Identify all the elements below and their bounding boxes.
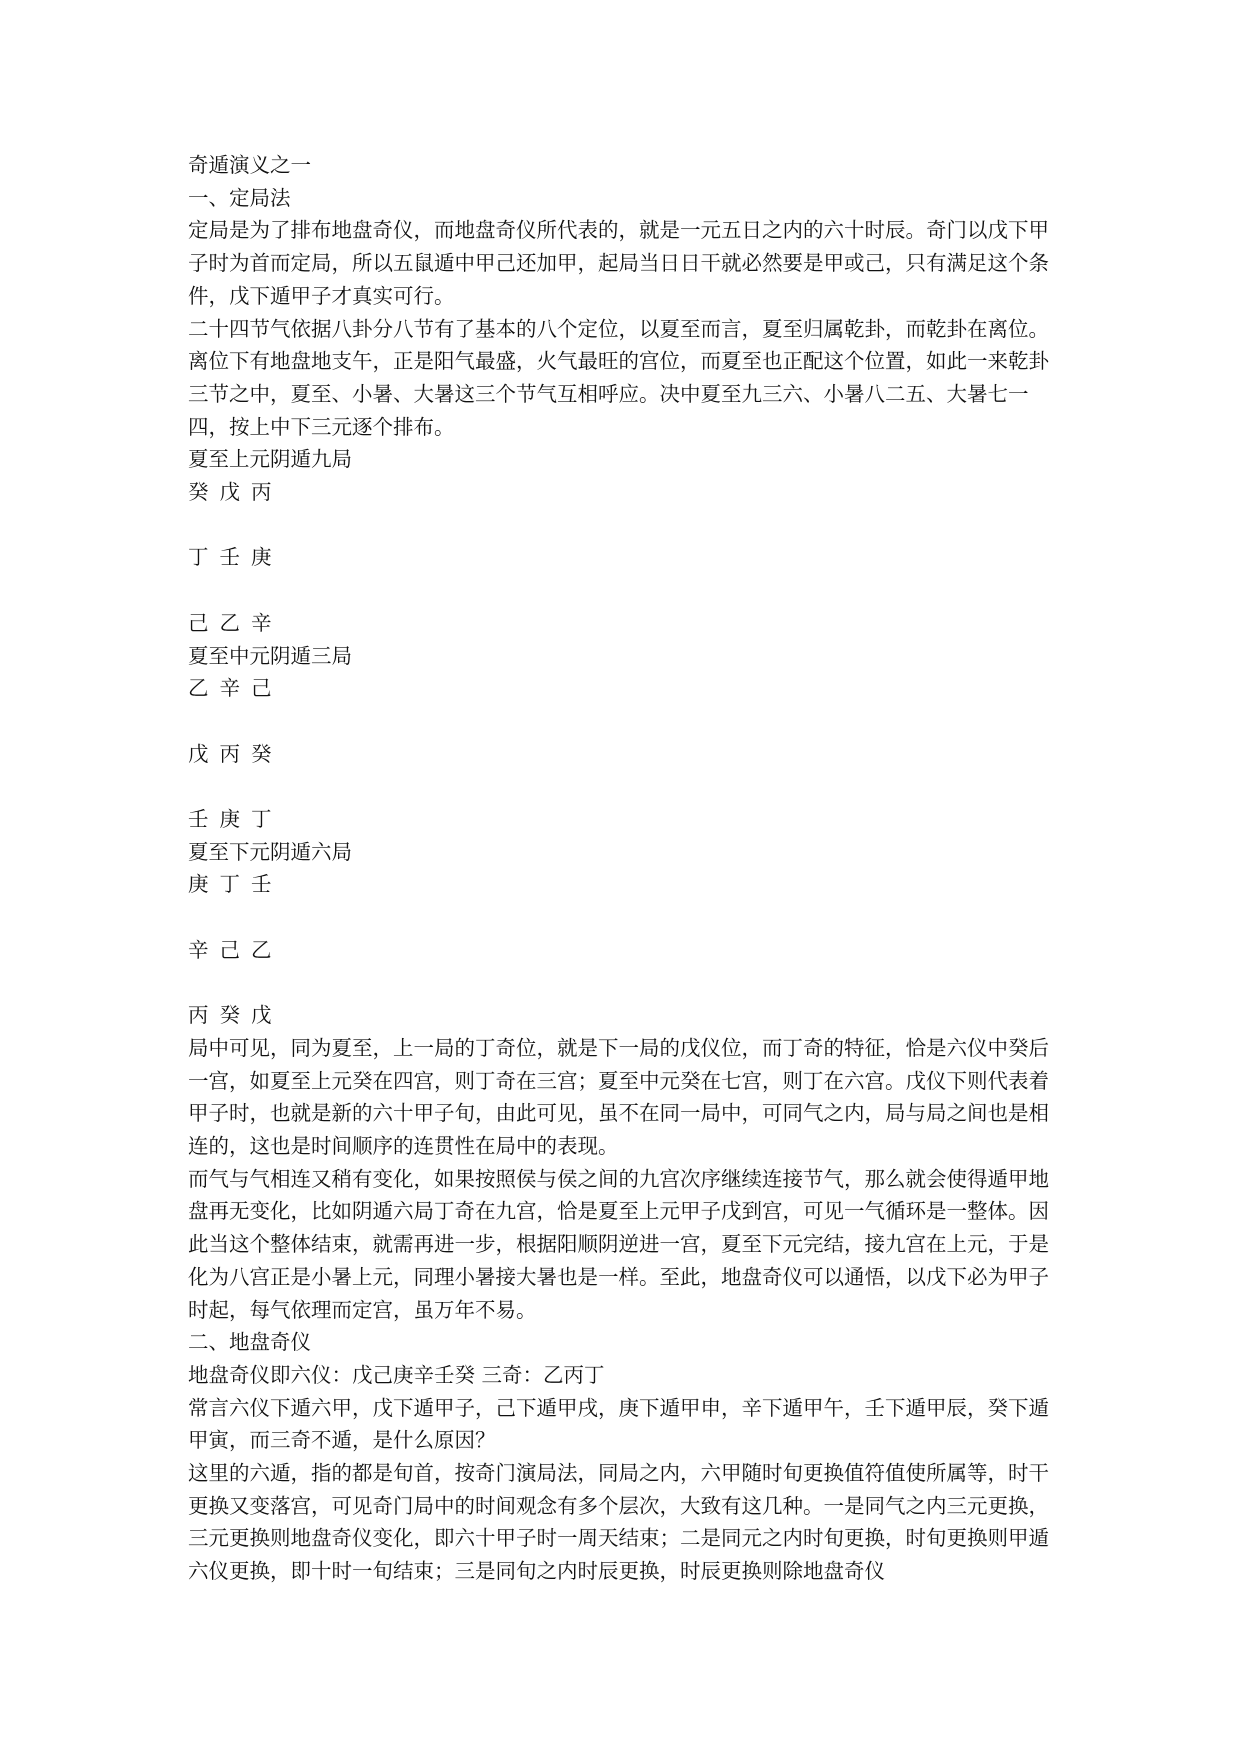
ju-cell: 丙 <box>219 741 240 766</box>
ju-cell: 癸 <box>251 741 272 766</box>
ju-row <box>188 738 1064 771</box>
ju-cell: 乙 <box>251 937 272 962</box>
section-1-paragraph-4: 而气与气相连又稍有变化，如果按照侯与侯之间的九宫次序继续连接节气，那么就会使得遁甲地盘再无变化，比如阴遁六局丁奇在九宫，恰是夏至上元甲子戊到宫，可见一气循环是一整体。因此当这个整体结束，就需再进一步，根据阳顺阴逆进一宫，夏至下元完结，接九宫在上元，于是化为八宫正是小暑上元，同理小暑接大暑也是一样。至此，地盘奇仪可以通悟，以戊下必为甲子时起，每气依理而定宫，虽万年不易。 <box>188 1166 1049 1322</box>
ju-label: 夏至下元阴遁六局 <box>188 839 352 864</box>
section-1-paragraph-3: 局中可见，同为夏至，上一局的丁奇位，就是下一局的戊仪位，而丁奇的特征，恰是六仪中癸后一宫，如夏至上元癸在四宫，则丁奇在三宫；夏至中元癸在七宫，则丁在六宫。戊仪下则代表着甲子时，也就是新的六十甲子旬，由此可见，虽不在同一局中，可同气之内，局与局之间也是相连的，这也是时间顺序的连贯性在局中的表现。 <box>188 1035 1049 1158</box>
ju-row <box>188 476 1064 509</box>
ju-cell: 己 <box>251 676 272 701</box>
ju-block-middle <box>188 640 1064 836</box>
ju-grid <box>188 476 1064 639</box>
ju-cell: 丁 <box>188 545 209 570</box>
section-2-heading: 二、地盘奇仪 <box>188 1330 311 1355</box>
ju-cell: 己 <box>188 610 209 635</box>
ju-row <box>188 999 1064 1032</box>
ju-cell: 己 <box>219 937 240 962</box>
ju-row <box>188 934 1064 967</box>
ju-cell: 辛 <box>219 676 240 701</box>
ju-cell: 庚 <box>219 807 240 831</box>
ju-cell: 壬 <box>219 545 240 570</box>
ju-grid <box>188 868 1064 1031</box>
ju-cell: 癸 <box>219 1003 240 1028</box>
ju-cell: 庚 <box>188 872 209 897</box>
ju-label: 夏至上元阴遁九局 <box>188 447 352 472</box>
document-page <box>188 149 1064 1588</box>
ju-block-upper <box>188 443 1064 639</box>
section-2-line-1: 地盘奇仪即六仪：戊己庚辛壬癸 三奇：乙丙丁 <box>188 1362 605 1387</box>
section-2-paragraph-1: 常言六仪下遁六甲，戊下遁甲子，己下遁甲戌，庚下遁甲申，辛下遁甲午，壬下遁甲辰，癸下遁甲寅，而三奇不遁，是什么原因？ <box>188 1395 1049 1453</box>
ju-cell: 庚 <box>251 545 272 570</box>
ju-block-lower <box>188 836 1064 1032</box>
ju-cell: 丙 <box>251 480 272 505</box>
ju-cell: 辛 <box>188 937 209 962</box>
ju-cell: 乙 <box>188 676 209 701</box>
section-1-heading: 一、定局法 <box>188 185 291 210</box>
ju-cell: 辛 <box>251 610 272 635</box>
section-1-paragraph-2: 二十四节气依据八卦分八节有了基本的八个定位，以夏至而言，夏至归属乾卦，而乾卦在离位。离位下有地盘地支午，正是阳气最盛，火气最旺的宫位，而夏至也正配这个位置，如此一来乾卦三节之中，夏至、小暑、大暑这三个节气互相呼应。决中夏至九三六、小暑八二五、大暑七一四，按上中下三元逐个排布。 <box>188 316 1049 439</box>
ju-row <box>188 672 1064 705</box>
ju-cell: 丁 <box>219 872 240 897</box>
ju-row <box>188 541 1064 574</box>
ju-cell: 癸 <box>188 480 209 505</box>
ju-row <box>188 803 1064 836</box>
ju-cell: 戊 <box>188 741 209 766</box>
section-2-paragraph-2: 这里的六遁，指的都是旬首，按奇门演局法，同局之内，六甲随时旬更换值符值使所属等，时干更换又变落宫，可见奇门局中的时间观念有多个层次，大致有这几种。一是同气之内三元更换，三元更换则地盘奇仪变化，即六十甲子时一周天结束；二是同元之内时旬更换，时旬更换则甲遁六仪更换，即十时一旬结束；三是同旬之内时辰更换，时辰更换则除地盘奇仪 <box>188 1461 1049 1584</box>
ju-row <box>188 868 1064 901</box>
ju-cell: 乙 <box>219 610 240 635</box>
ju-cell: 戊 <box>251 1003 272 1028</box>
ju-label: 夏至中元阴遁三局 <box>188 643 352 668</box>
ju-grid <box>188 672 1064 835</box>
ju-cell: 壬 <box>188 807 209 831</box>
document-title: 奇遁演义之一 <box>188 153 311 177</box>
ju-cell: 丙 <box>188 1003 209 1028</box>
ju-row <box>188 607 1064 640</box>
ju-cell: 丁 <box>251 807 272 831</box>
ju-cell: 壬 <box>251 872 272 897</box>
section-1-paragraph-1: 定局是为了排布地盘奇仪，而地盘奇仪所代表的，就是一元五日之内的六十时辰。奇门以戊下甲子时为首而定局，所以五鼠遁中甲己还加甲，起局当日日干就必然要是甲或己，只有满足这个条件，戊下遁甲子才真实可行。 <box>188 218 1049 308</box>
ju-cell: 戊 <box>219 480 240 505</box>
